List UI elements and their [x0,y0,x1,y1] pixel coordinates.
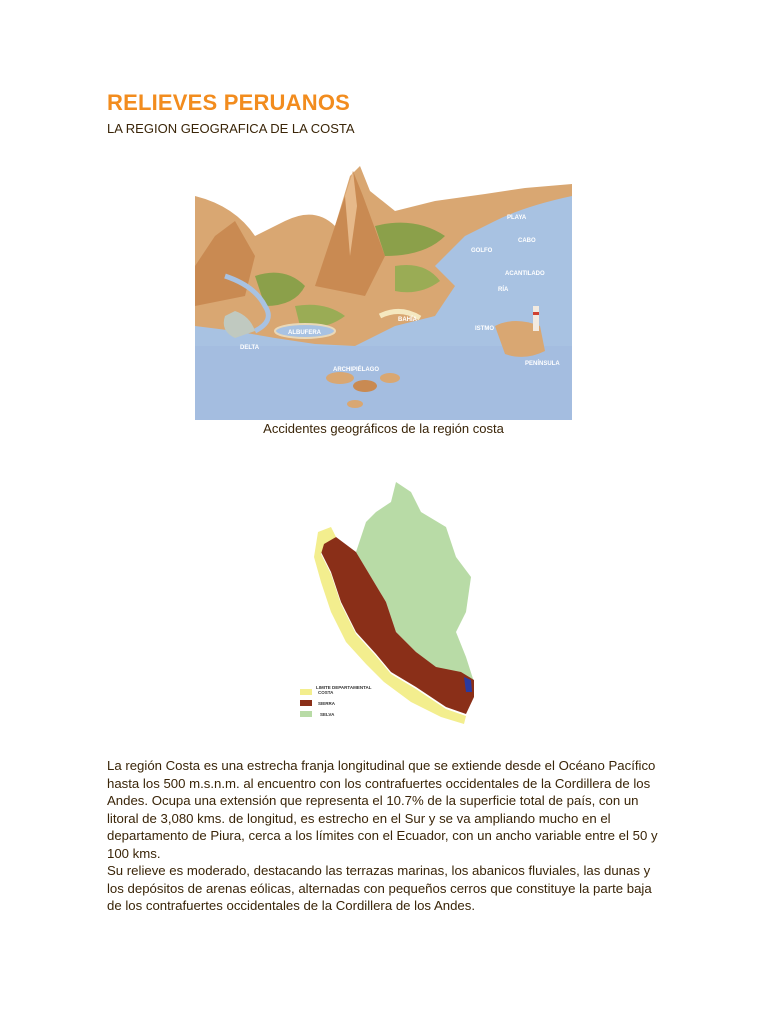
legend-costa: COSTA [318,690,334,695]
legend-swatch-selva [300,711,312,717]
label-albufera: ALBUFERA [288,330,321,336]
paragraph-1: La región Costa es una estrecha franja longitudinal que se extiende desde el Océano Pacífico hasta los 500 m.s.n.m. al encuentro con los contrafuertes occidentales de la Cordillera de los Andes. Ocupa una extensión que representa el 10.7% de la superficie total de país, con un litoral de 3,080 kms. de longitud, es estrecho en el Sur y se va ampliando mucho en el departamento de Piura, cerca a los límites con el Ecuador, con un ancho variable entre el 50 y 100 kms. [107,758,658,861]
figure-caption: Accidentes geográficos de la región costa [263,421,504,436]
label-acantilado: ACANTILADO [505,271,545,277]
legend-sierra: SIERRA [318,701,336,706]
body-text [107,757,667,915]
landforms-illustration [195,166,572,420]
page-title: RELIEVES PERUANOS [107,90,351,115]
paragraph-2: Su relieve es moderado, destacando las terrazas marinas, los abanicos fluviales, las dunas y los depósitos de arenas eólicas, alternadas con pequeños cerros que constituye la parte baja de los contrafuertes occidentales de la Cordillera de los Andes. [107,863,652,913]
label-playa: PLAYA [507,215,527,221]
label-bahia: BAHÍA [398,317,417,323]
legend-swatch-costa [300,689,312,695]
label-istmo: ISTMO [475,326,494,332]
legend-selva: SELVA [320,712,335,717]
label-peninsula: PENÍNSULA [525,361,560,367]
legend-swatch-sierra [300,700,312,706]
label-cabo: CABO [518,238,536,244]
page-subtitle: LA REGION GEOGRAFICA DE LA COSTA [107,121,355,136]
label-delta: DELTA [240,345,260,351]
legend-limite: LIMITE DEPARTAMENTAL [316,685,372,690]
label-archipielago: ARCHIPIÉLAGO [333,367,380,373]
label-ria: RÍA [498,287,509,293]
label-golfo: GOLFO [471,248,493,254]
peru-regions-map [296,482,486,732]
